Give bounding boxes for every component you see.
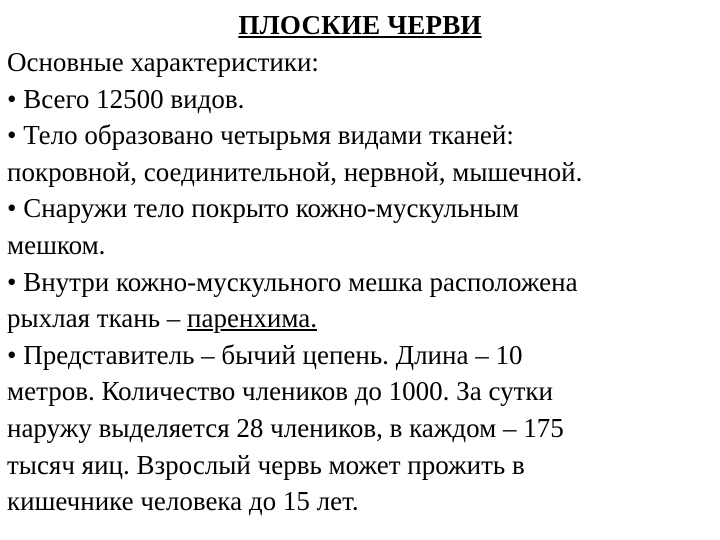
parenchyma-term: паренхима. [187, 303, 317, 334]
slide-title: ПЛОСКИЕ ЧЕРВИ [238, 10, 482, 40]
line-segments-released: наружу выделяется 28 члеников, в каждом – 175 [7, 412, 564, 443]
line-characteristics-heading: Основные характеристики: [7, 47, 319, 77]
line-outer-covering-cont: мешком. [7, 229, 106, 260]
loose-tissue-text: рыхлая ткань – [7, 303, 188, 334]
line-eggs: тысяч яиц. Взрослый червь может прожить в [7, 449, 525, 480]
line-outer-covering: • Снаружи тело покрыто кожно-мускульным [7, 193, 519, 224]
line-inner-tissue: • Внутри кожно-мускульного мешка расположена [7, 266, 578, 297]
line-species-count: • Всего 12500 видов. [7, 83, 245, 114]
line-lifespan: кишечнике человека до 15 лет. [7, 486, 359, 517]
line-loose-tissue [7, 300, 713, 337]
line-tissues: • Тело образовано четырьмя видами тканей: [7, 120, 514, 151]
slide-body [7, 44, 713, 520]
line-tissue-types: покровной, соединительной, нервной, мышечной. [7, 156, 583, 187]
line-segments: метров. Количество члеников до 1000. За сутки [7, 376, 553, 407]
line-representative: • Представитель – бычий цепень. Длина – 10 [7, 339, 523, 370]
